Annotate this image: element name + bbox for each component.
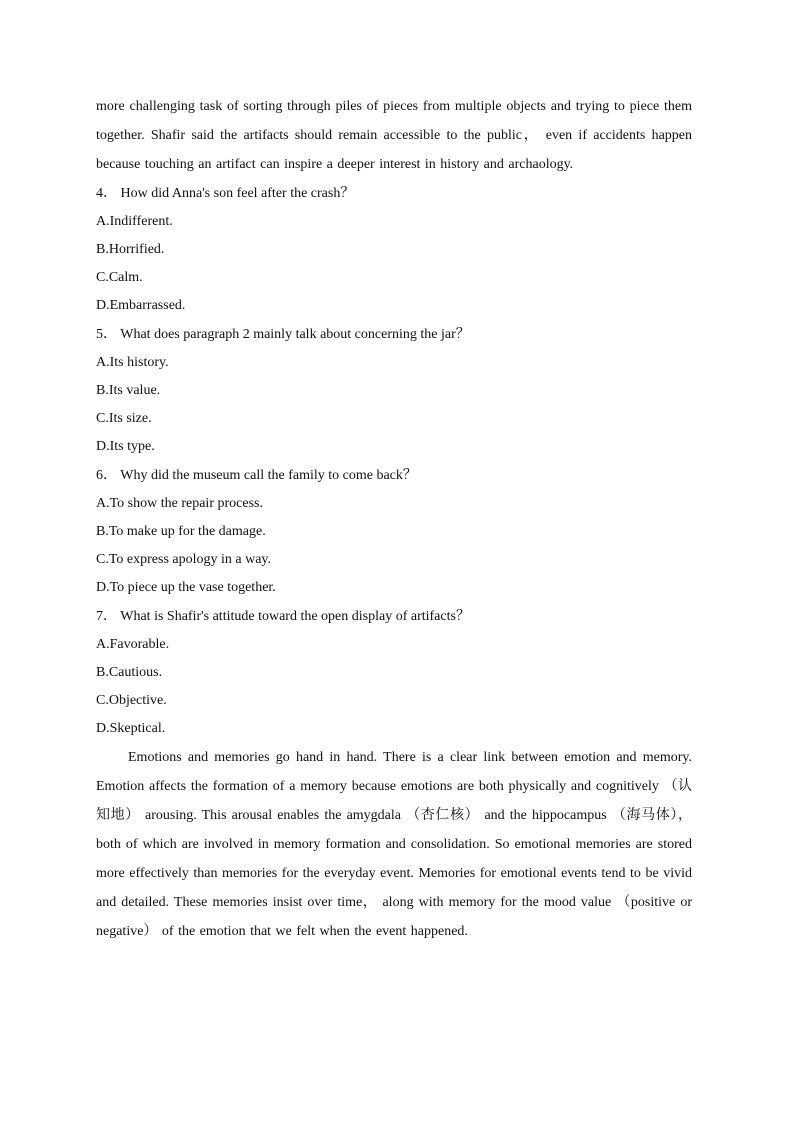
question-stem: 4． How did Anna's son feel after the crash？ — [96, 186, 355, 201]
question-7 — [96, 602, 692, 743]
option-b: B.To make up for the damage. — [96, 524, 266, 539]
question-stem: 7． What is Shafir's attitude toward the open display of artifacts？ — [96, 609, 470, 624]
question-stem: 5． What does paragraph 2 mainly talk about concerning the jar？ — [96, 327, 470, 342]
question-4 — [96, 179, 692, 320]
option-c: C.Calm. — [96, 270, 143, 285]
option-d: D.Embarrassed. — [96, 298, 186, 313]
option-d: D.Skeptical. — [96, 721, 166, 736]
option-b: B.Cautious. — [96, 665, 163, 680]
option-c: C.To express apology in a way. — [96, 552, 272, 567]
option-c: C.Objective. — [96, 693, 167, 708]
option-d: D.Its type. — [96, 439, 155, 454]
question-5 — [96, 320, 692, 461]
emotion-paragraph: Emotions and memories go hand in hand. There is a clear link between emotion and memory. Emotion affects the formation of a memory because emotions are both physically and cognitively （认知地） arousing. This arousal enables the amygdala （杏仁核） and the hippocampus （海马体）， both of which are involved in memory formation and consolidation. So emotional memories are stored more effectively than memories for the everyday event. Memories for emotional events tend to be vivid and detailed. These memories insist over time， along with memory for the mood value （positive or negative） of the emotion that we felt when the event happened. — [96, 750, 692, 939]
option-a: A.Favorable. — [96, 637, 170, 652]
question-stem: 6． Why did the museum call the family to come back？ — [96, 468, 417, 483]
intro-paragraph: more challenging task of sorting through piles of pieces from multiple objects and trying to piece them together. Shafir said the artifacts should remain accessible to the public， even if accidents happen because touching an artifact can inspire a deeper interest in history and archaology. — [96, 99, 692, 172]
option-d: D.To piece up the vase together. — [96, 580, 276, 595]
option-b: B.Its value. — [96, 383, 161, 398]
option-c: C.Its size. — [96, 411, 152, 426]
option-a: A.To show the repair process. — [96, 496, 263, 511]
option-a: A.Its history. — [96, 355, 169, 370]
document-page — [96, 92, 692, 946]
option-b: B.Horrified. — [96, 242, 165, 257]
option-a: A.Indifferent. — [96, 214, 173, 229]
question-6 — [96, 461, 692, 602]
